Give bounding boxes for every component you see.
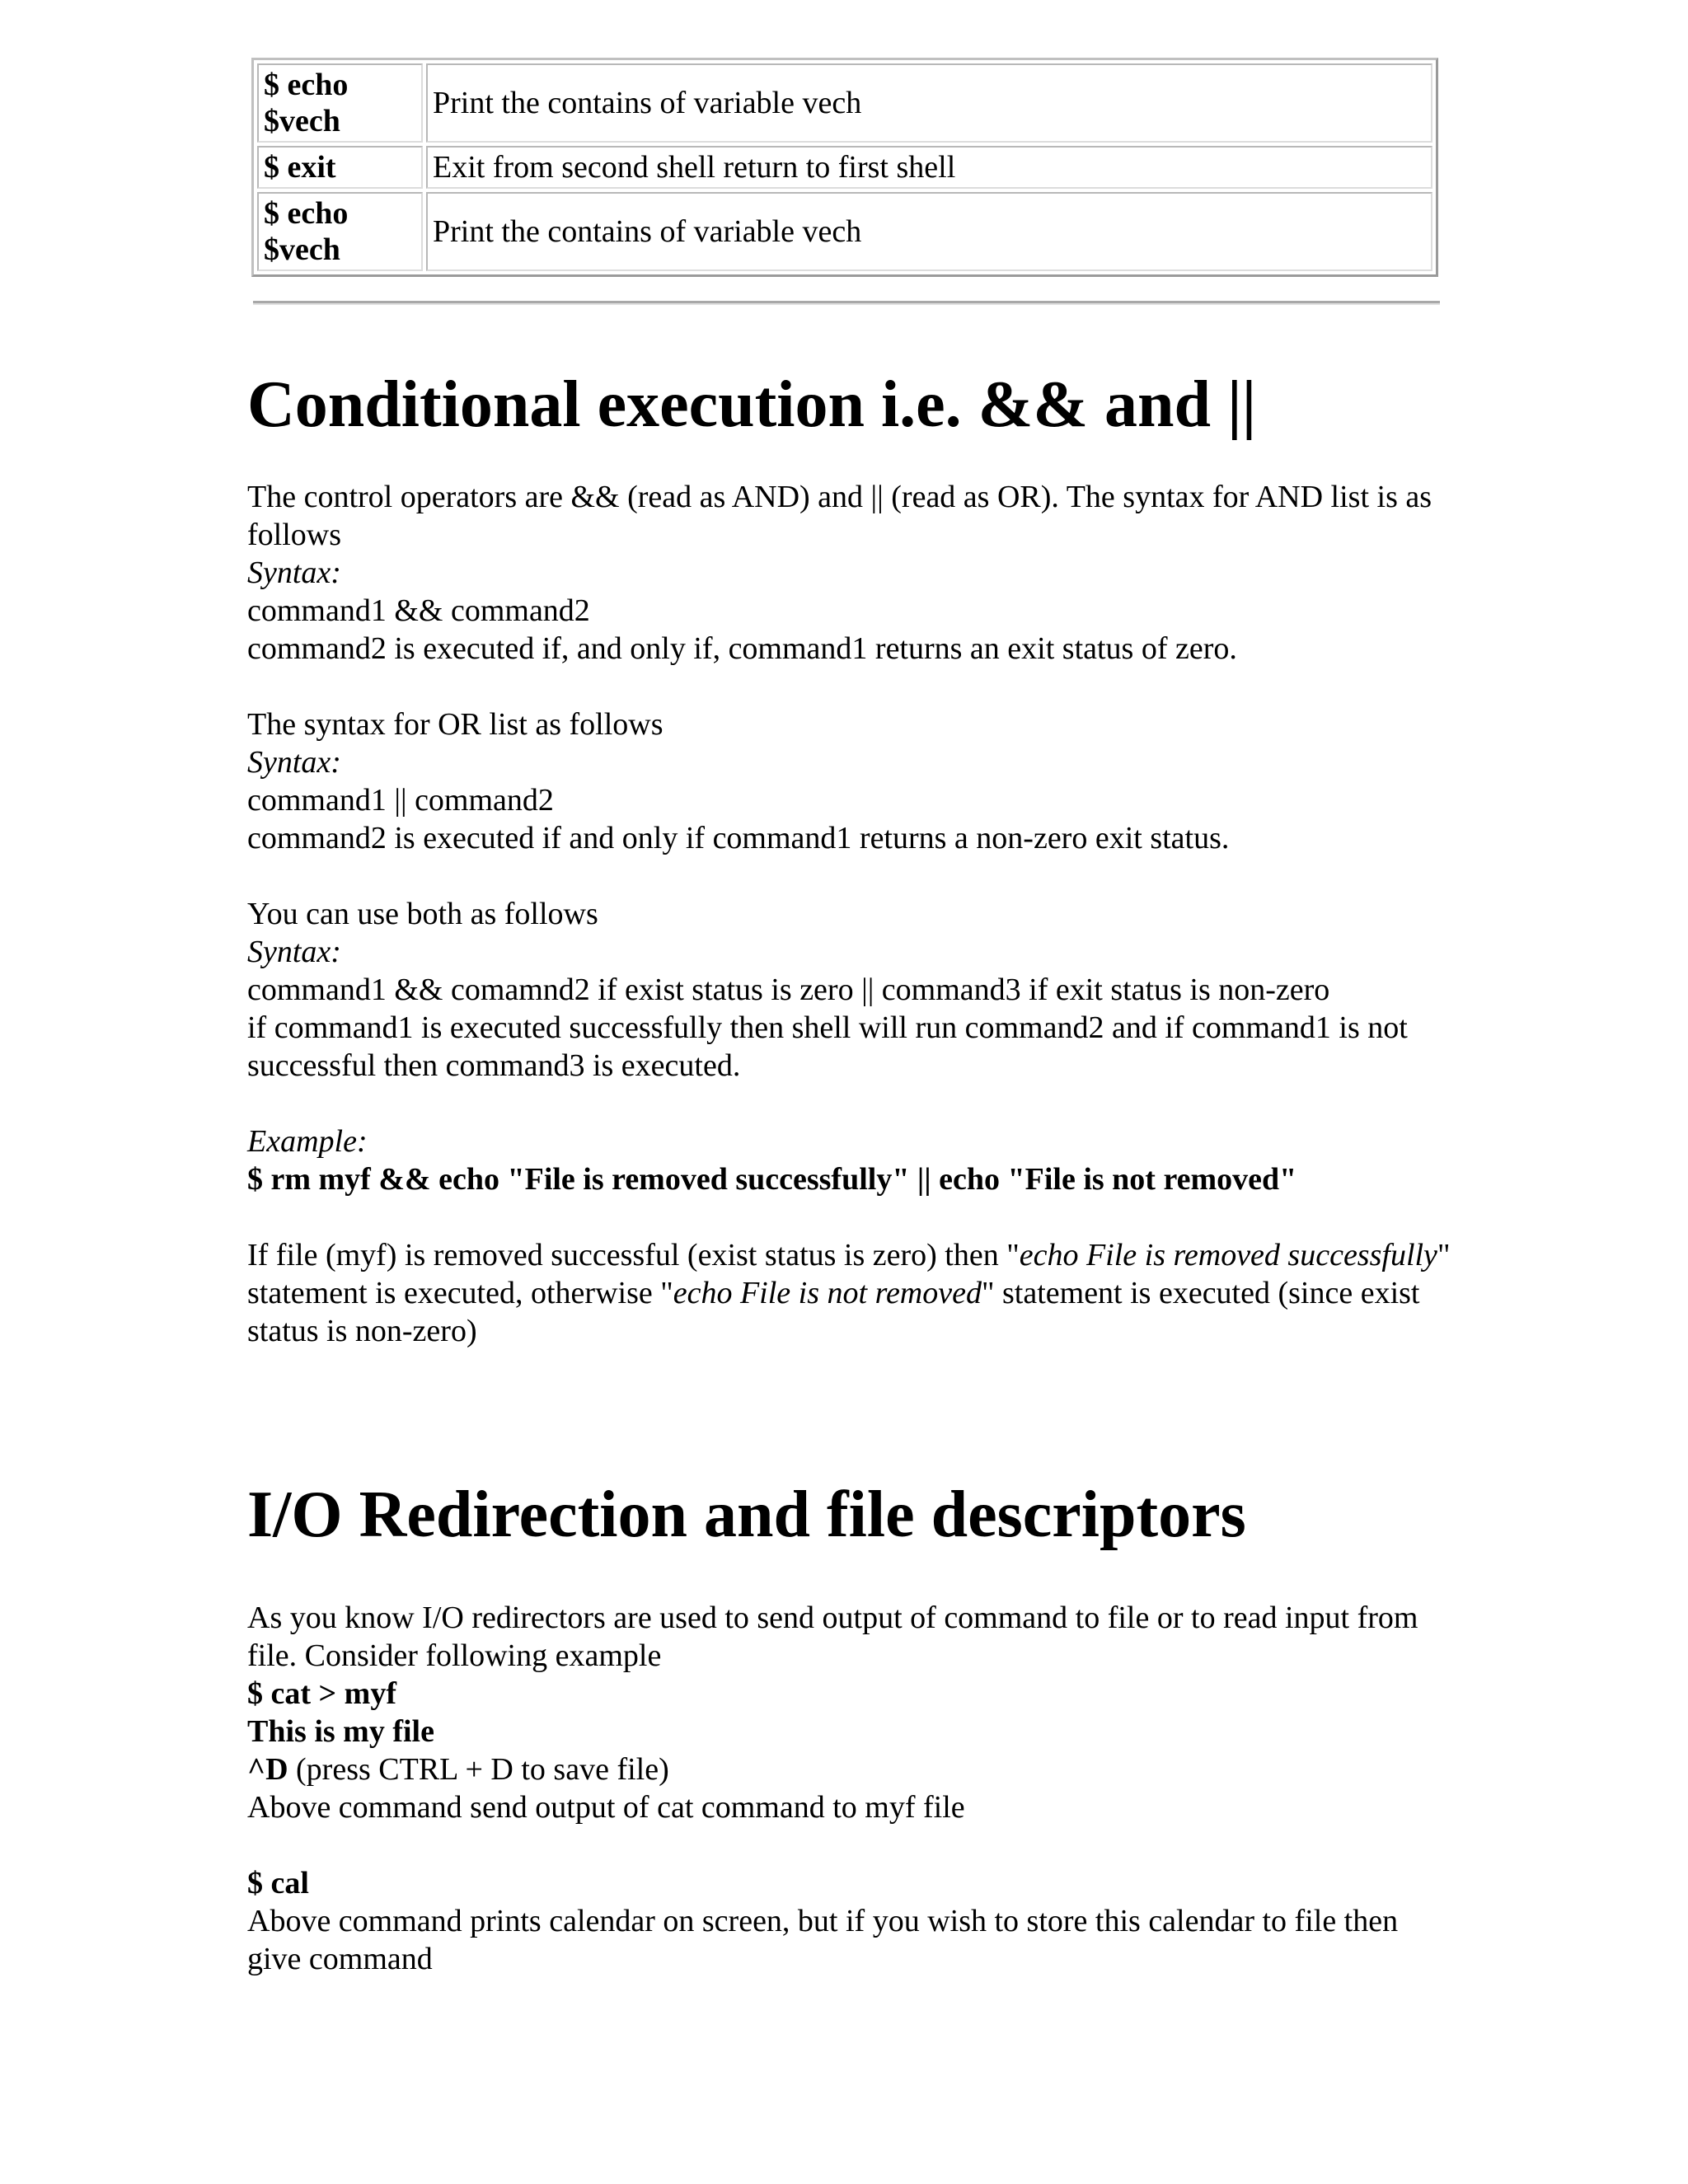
cal-command: $ cal [247,1866,309,1900]
explanation-text: " statement is executed, otherwise " [247,1238,1451,1310]
section-heading-io-redirection: I/O Redirection and file descriptors [247,1479,1246,1551]
command-text: $ echo [264,196,349,231]
or-syntax: command1 || command2 [247,783,554,818]
both-intro: You can use both as follows [247,897,598,931]
command-cell [257,192,423,271]
or-intro: The syntax for OR list as follows [247,707,663,742]
and-syntax: command1 && command2 [247,593,590,628]
command-table [251,58,1438,277]
command-text: $ exit [264,150,336,185]
explanation-italic: echo File is removed successfully [1019,1238,1437,1272]
command-text: $vech [264,232,340,267]
syntax-label: Syntax: [247,555,341,590]
or-description: command2 is executed if and only if command1 returns a non-zero exit status. [247,821,1230,855]
ctrl-d-key: ^D [247,1752,288,1787]
command-cell [257,63,423,143]
section-heading-conditional: Conditional execution i.e. && and || [247,368,1257,441]
description-cell: Print the contains of variable vech [426,192,1432,271]
both-description: if command1 is executed successfully then shell will run command2 and if command1 is not successful then command3 is executed. [247,1010,1408,1083]
file-content-line: This is my file [247,1714,434,1749]
cat-command: $ cat > myf [247,1676,396,1711]
table-row [257,192,1432,271]
table-row [257,146,1432,189]
explanation-italic: echo File is not removed [673,1276,982,1310]
command-cell [257,146,423,189]
command-text: $vech [264,104,340,138]
description-cell: Print the contains of variable vech [426,63,1432,143]
intro-paragraph: The control operators are && (read as AND) and || (read as OR). The syntax for AND list is as follows [247,480,1432,552]
ctrl-d-note: (press CTRL + D to save file) [288,1752,669,1787]
conditional-section-body [247,478,1451,1350]
explanation-text: " statement is executed (since exist status is non-zero) [247,1276,1420,1348]
intro-paragraph: As you know I/O redirectors are used to send output of command to file or to read input from file. Consider following example [247,1601,1418,1673]
io-section-body [247,1599,1451,1978]
horizontal-divider [253,301,1440,305]
description-cell: Exit from second shell return to first shell [426,146,1432,189]
explanation-paragraph [247,1236,1451,1350]
example-command: $ rm myf && echo "File is removed successfully" || echo "File is not removed" [247,1162,1297,1197]
cal-description: Above command prints calendar on screen, but if you wish to store this calendar to file then give command [247,1904,1399,1976]
syntax-label: Syntax: [247,935,341,969]
both-syntax: command1 && comamnd2 if exist status is zero || command3 if exit status is non-zero [247,972,1330,1007]
cat-description: Above command send output of cat command to myf file [247,1790,965,1825]
explanation-text: If file (myf) is removed successful (exist status is zero) then " [247,1238,1020,1272]
and-description: command2 is executed if, and only if, command1 returns an exit status of zero. [247,631,1237,666]
syntax-label: Syntax: [247,745,341,780]
ctrl-d-line [247,1750,1451,1788]
example-label: Example: [247,1124,368,1159]
table-row [257,63,1432,143]
command-text: $ echo [264,68,349,102]
